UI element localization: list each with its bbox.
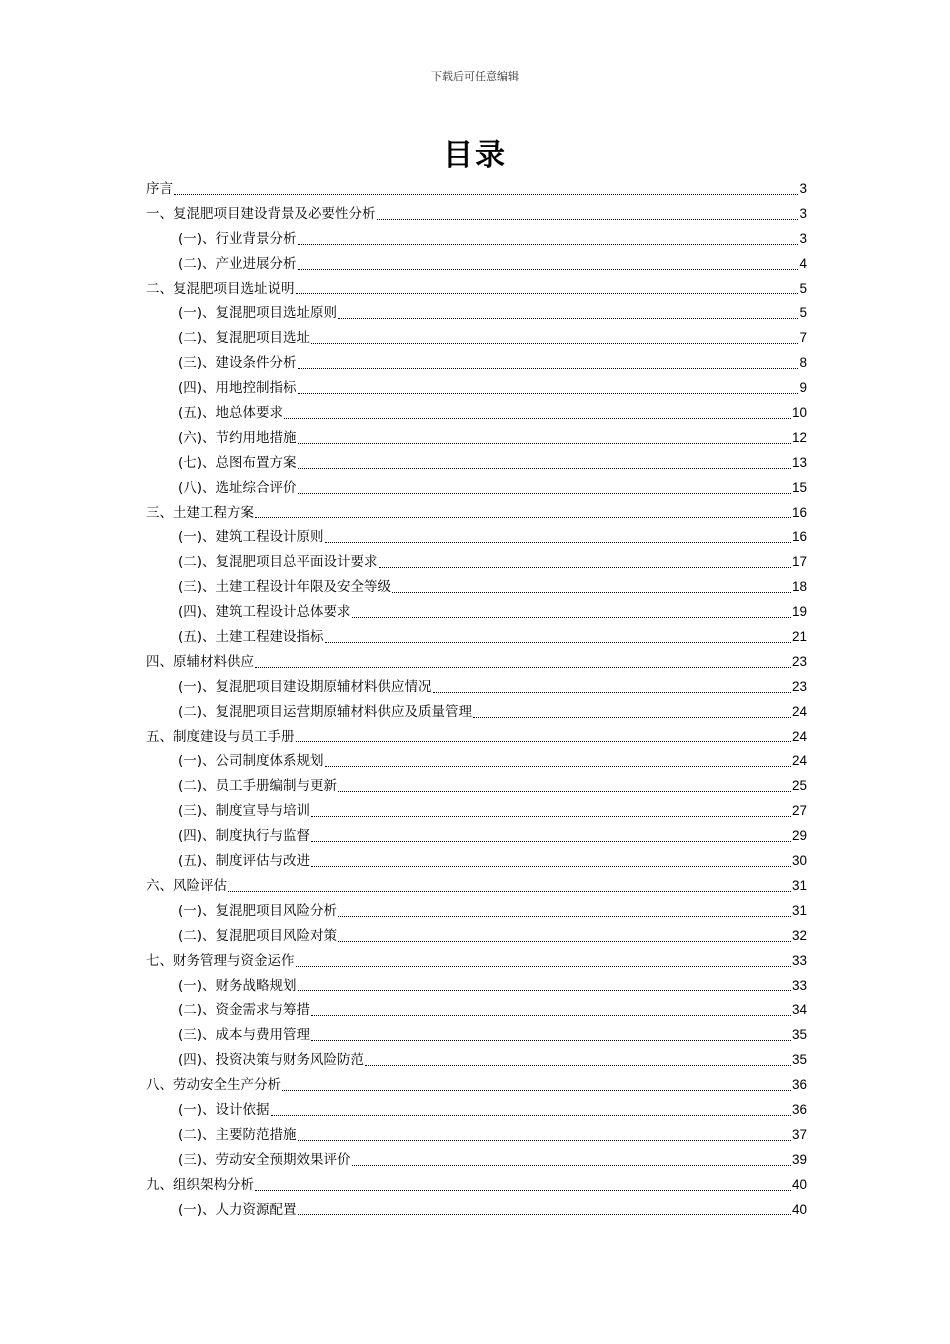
toc-entry-page-number: 9 (799, 380, 807, 396)
toc-entry-page-number: 23 (791, 678, 807, 694)
toc-entry[interactable] (146, 550, 807, 575)
toc-entry[interactable] (146, 202, 807, 227)
toc-leader-dots (392, 592, 791, 593)
toc-leader-dots (352, 1165, 791, 1166)
toc-entry[interactable] (146, 426, 807, 451)
toc-entry[interactable] (146, 998, 807, 1023)
toc-entry[interactable] (146, 700, 807, 725)
toc-leader-dots (174, 194, 798, 195)
toc-entry-label: (二)、员工手册编制与更新 (178, 778, 338, 795)
toc-entry-page-number: 35 (791, 1052, 807, 1068)
toc-entry-page-number: 40 (791, 1201, 807, 1217)
toc-entry-page-number: 30 (791, 853, 807, 869)
toc-leader-dots (296, 293, 799, 294)
toc-leader-dots (298, 443, 791, 444)
toc-entry-label: 六、风险评估 (146, 877, 227, 894)
toc-entry-label: 序言 (146, 181, 173, 197)
toc-entry-label: (二)、复混肥项目总平面设计要求 (178, 554, 378, 571)
toc-entry-page-number: 36 (791, 1077, 807, 1093)
toc-leader-dots (296, 966, 791, 967)
toc-entry-page-number: 3 (799, 205, 807, 221)
toc-entry[interactable] (146, 1173, 807, 1198)
toc-leader-dots (365, 1065, 791, 1066)
toc-entry[interactable] (146, 326, 807, 351)
toc-entry[interactable] (146, 924, 807, 949)
toc-entry-label: 三、土建工程方案 (146, 504, 254, 521)
toc-entry[interactable] (146, 799, 807, 824)
toc-entry-label: (四)、制度执行与监督 (178, 828, 311, 845)
toc-entry[interactable] (146, 1023, 807, 1048)
toc-leader-dots (284, 418, 791, 419)
page-header: 下载后可任意编辑 (431, 70, 519, 83)
toc-entry-label: (三)、土建工程设计年限及安全等级 (178, 579, 392, 596)
toc-entry-page-number: 40 (791, 1176, 807, 1192)
toc-entry[interactable] (146, 177, 807, 202)
toc-entry[interactable] (146, 1148, 807, 1173)
toc-entry[interactable] (146, 227, 807, 252)
toc-entry-label: (一)、财务战略规划 (178, 977, 297, 994)
toc-leader-dots (473, 717, 791, 718)
toc-entry-page-number: 37 (791, 1126, 807, 1142)
toc-entry-page-number: 7 (799, 330, 807, 346)
table-of-contents (146, 177, 807, 1222)
toc-entry-page-number: 33 (791, 952, 807, 968)
toc-entry-label: (二)、复混肥项目选址 (178, 330, 311, 347)
toc-entry-label: (一)、复混肥项目建设期原辅材料供应情况 (178, 678, 432, 695)
toc-entry-page-number: 15 (791, 479, 807, 495)
toc-entry[interactable] (146, 675, 807, 700)
toc-entry-page-number: 29 (791, 828, 807, 844)
toc-entry-page-number: 34 (791, 1002, 807, 1018)
toc-leader-dots (298, 1140, 791, 1141)
toc-entry-page-number: 12 (791, 429, 807, 445)
toc-leader-dots (255, 517, 791, 518)
toc-entry-label: (三)、劳动安全预期效果评价 (178, 1151, 351, 1168)
toc-entry[interactable] (146, 1198, 807, 1223)
toc-entry-page-number: 16 (791, 504, 807, 520)
toc-entry-page-number: 24 (791, 728, 807, 744)
toc-entry[interactable] (146, 874, 807, 899)
toc-entry-label: (二)、主要防范措施 (178, 1126, 297, 1143)
toc-entry-page-number: 24 (791, 703, 807, 719)
toc-leader-dots (338, 916, 791, 917)
page-title: 目录 (443, 138, 507, 173)
toc-entry-page-number: 31 (791, 902, 807, 918)
toc-leader-dots (311, 1040, 791, 1041)
toc-entry-page-number: 3 (799, 181, 807, 196)
toc-entry[interactable] (146, 277, 807, 302)
toc-entry-label: (八)、选址综合评价 (178, 479, 297, 496)
toc-leader-dots (311, 343, 798, 344)
toc-entry-label: (四)、建筑工程设计总体要求 (178, 604, 351, 621)
toc-entry[interactable] (146, 575, 807, 600)
toc-leader-dots (228, 891, 791, 892)
toc-entry-page-number: 18 (791, 579, 807, 595)
toc-leader-dots (311, 816, 791, 817)
toc-entry-label: (四)、用地控制指标 (178, 380, 297, 397)
toc-entry-page-number: 8 (799, 355, 807, 371)
toc-entry[interactable] (146, 501, 807, 526)
toc-entry-label: (七)、总图布置方案 (178, 454, 297, 471)
toc-entry[interactable] (146, 725, 807, 750)
toc-entry-label: (一)、建筑工程设计原则 (178, 529, 324, 546)
toc-entry-page-number: 36 (791, 1101, 807, 1117)
toc-entry-page-number: 25 (791, 778, 807, 794)
toc-entry[interactable] (146, 650, 807, 675)
toc-entry[interactable] (146, 252, 807, 277)
toc-entry[interactable] (146, 301, 807, 326)
toc-entry[interactable] (146, 974, 807, 999)
toc-leader-dots (325, 642, 791, 643)
toc-entry-label: (二)、产业进展分析 (178, 255, 297, 272)
toc-leader-dots (311, 1015, 791, 1016)
toc-entry-page-number: 19 (791, 604, 807, 620)
toc-entry[interactable] (146, 625, 807, 650)
toc-entry[interactable] (146, 1048, 807, 1073)
toc-entry[interactable] (146, 1098, 807, 1123)
toc-entry-label: (四)、投资决策与财务风险防范 (178, 1052, 365, 1069)
toc-entry-page-number: 33 (791, 977, 807, 993)
toc-leader-dots (298, 244, 799, 245)
toc-leader-dots (338, 941, 791, 942)
toc-entry[interactable] (146, 600, 807, 625)
toc-entry[interactable] (146, 476, 807, 501)
toc-leader-dots (325, 542, 791, 543)
toc-entry-page-number: 32 (791, 927, 807, 943)
toc-leader-dots (298, 990, 791, 991)
toc-entry-page-number: 4 (799, 255, 807, 271)
toc-leader-dots (325, 766, 791, 767)
toc-entry-label: (一)、公司制度体系规划 (178, 753, 324, 770)
toc-entry-label: (二)、复混肥项目运营期原辅材料供应及质量管理 (178, 703, 473, 720)
toc-entry-page-number: 10 (791, 405, 807, 421)
toc-entry-label: (一)、行业背景分析 (178, 230, 297, 247)
toc-entry[interactable] (146, 824, 807, 849)
toc-leader-dots (255, 1190, 791, 1191)
toc-entry-page-number: 27 (791, 803, 807, 819)
toc-entry[interactable] (146, 774, 807, 799)
toc-leader-dots (255, 667, 791, 668)
toc-entry[interactable] (146, 1073, 807, 1098)
toc-entry[interactable] (146, 401, 807, 426)
toc-entry-label: 二、复混肥项目选址说明 (146, 280, 295, 297)
toc-entry-label: 四、原辅材料供应 (146, 653, 254, 670)
toc-leader-dots (433, 692, 791, 693)
toc-entry[interactable] (146, 351, 807, 376)
toc-entry-label: (一)、复混肥项目选址原则 (178, 305, 338, 322)
toc-entry-page-number: 5 (799, 305, 807, 321)
toc-entry-label: (六)、节约用地措施 (178, 429, 297, 446)
toc-leader-dots (271, 1115, 791, 1116)
toc-leader-dots (298, 1214, 791, 1215)
toc-entry-label: (一)、复混肥项目风险分析 (178, 902, 338, 919)
toc-leader-dots (352, 617, 791, 618)
toc-entry-label: (二)、复混肥项目风险对策 (178, 927, 338, 944)
toc-entry-label: 七、财务管理与资金运作 (146, 952, 295, 969)
toc-entry-label: (二)、资金需求与筹措 (178, 1002, 311, 1019)
toc-leader-dots (298, 393, 799, 394)
toc-entry-page-number: 13 (791, 454, 807, 470)
toc-entry-label: (三)、建设条件分析 (178, 355, 297, 372)
toc-entry-label: (三)、成本与费用管理 (178, 1027, 311, 1044)
toc-entry-page-number: 23 (791, 653, 807, 669)
toc-entry-label: 五、制度建设与员工手册 (146, 728, 295, 745)
toc-entry[interactable] (146, 1123, 807, 1148)
toc-entry-label: (五)、地总体要求 (178, 405, 284, 422)
toc-entry-label: (五)、土建工程建设指标 (178, 629, 324, 646)
toc-entry-label: (三)、制度宣导与培训 (178, 803, 311, 820)
toc-entry-label: 八、劳动安全生产分析 (146, 1077, 281, 1094)
toc-entry-page-number: 35 (791, 1027, 807, 1043)
toc-entry[interactable] (146, 949, 807, 974)
toc-entry-page-number: 3 (799, 230, 807, 246)
toc-entry[interactable] (146, 451, 807, 476)
toc-leader-dots (338, 318, 798, 319)
toc-entry[interactable] (146, 749, 807, 774)
toc-leader-dots (311, 866, 791, 867)
toc-entry-label: (五)、制度评估与改进 (178, 853, 311, 870)
toc-entry[interactable] (146, 376, 807, 401)
toc-entry-label: (一)、设计依据 (178, 1101, 270, 1118)
toc-leader-dots (377, 219, 799, 220)
toc-entry[interactable] (146, 525, 807, 550)
toc-leader-dots (298, 468, 791, 469)
toc-entry-page-number: 21 (791, 629, 807, 645)
toc-leader-dots (298, 493, 791, 494)
toc-entry-page-number: 31 (791, 877, 807, 893)
toc-leader-dots (311, 841, 791, 842)
toc-leader-dots (298, 269, 799, 270)
toc-entry-page-number: 16 (791, 529, 807, 545)
toc-entry-page-number: 39 (791, 1151, 807, 1167)
toc-entry[interactable] (146, 849, 807, 874)
toc-leader-dots (296, 741, 791, 742)
toc-leader-dots (282, 1090, 791, 1091)
toc-entry[interactable] (146, 899, 807, 924)
toc-leader-dots (379, 567, 791, 568)
toc-entry-label: 九、组织架构分析 (146, 1176, 254, 1193)
toc-entry-page-number: 5 (799, 280, 807, 296)
toc-entry-page-number: 24 (791, 753, 807, 769)
toc-entry-page-number: 17 (791, 554, 807, 570)
toc-entry-label: 一、复混肥项目建设背景及必要性分析 (146, 205, 376, 222)
toc-leader-dots (298, 368, 799, 369)
toc-entry-label: (一)、人力资源配置 (178, 1201, 297, 1218)
toc-leader-dots (338, 791, 791, 792)
